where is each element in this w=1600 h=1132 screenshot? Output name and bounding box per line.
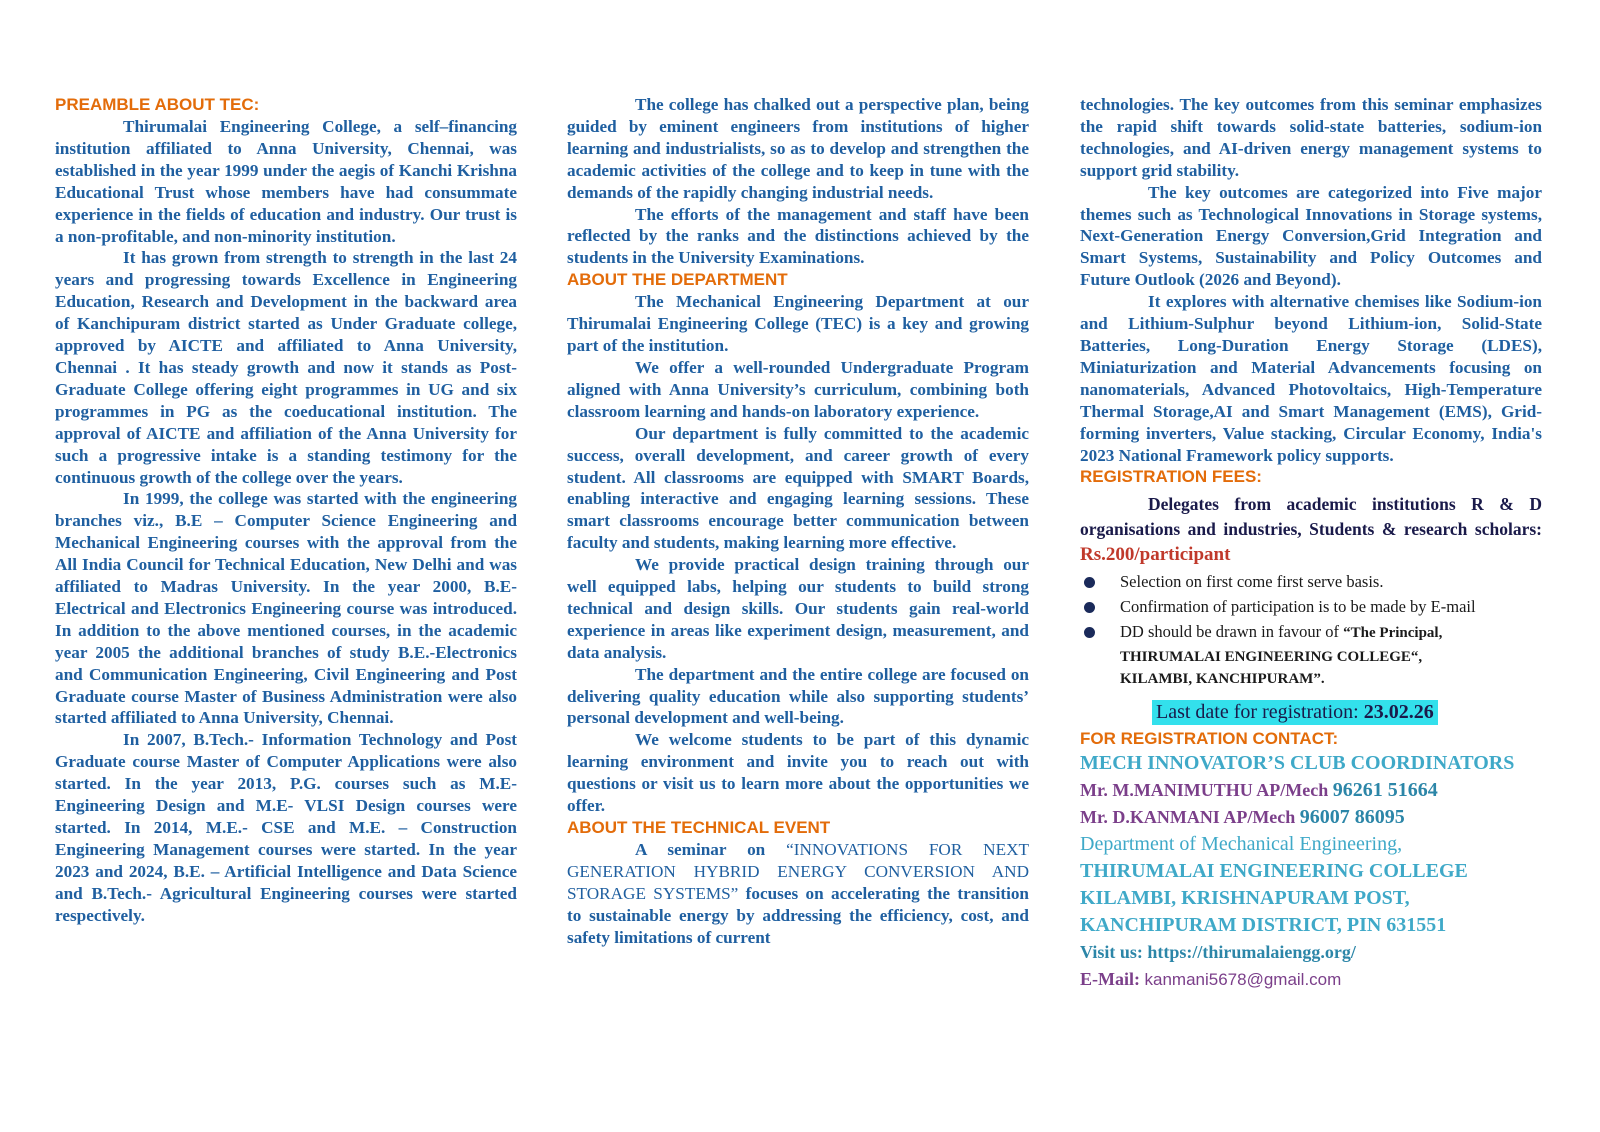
email-link[interactable]: kanmani5678@gmail.com [1144,970,1342,990]
college-efforts-paragraph: The efforts of the management and staff have been reflected by the ranks and the distinctions achieved by the students in the University Examinations. [567,204,1029,268]
list-item: Selection on first come first serve basis. [1080,569,1542,594]
address-line-2: KANCHIPURAM DISTRICT, PIN 631551 [1080,914,1447,937]
bullet-icon [1084,627,1095,638]
fees-heading: REGISTRATION FEES: [1080,467,1262,487]
last-date-banner [1152,700,1438,725]
department-name: Department of Mechanical Engineering, [1080,833,1403,856]
preamble-heading: PREAMBLE ABOUT TEC: [55,95,260,114]
department-heading: ABOUT THE DEPARTMENT [567,270,788,290]
registration-rules-list [1080,569,1542,690]
address-line-1: KILAMBI, KRISHNAPURAM POST, [1080,887,1410,910]
college-plan-paragraph: The college has chalked out a perspective plan, being guided by eminent engineers from institutions of higher learning and industrialists, so as to develop and strengthen the academic activities of the college and to keep in tune with the demands of the rapidly changing industrial needs. [567,95,1029,202]
preamble-paragraph-4: In 2007, B.Tech.- Information Technology and Post Graduate course Master of Computer Applications were also started. In the year 2013, P.G. courses such as M.E-Engineering Design and M.E- VLSI Design courses were started. In 2014, M.E.- CSE and M.E. – Construction Engineering Management courses were started. In the year 2023 and 2024, B.E. – Artificial Intelligence and Data Science and B.Tech.- Agricultural Engineering courses were started respectively. [55,730,517,925]
coordinator-1-phone: 96261 51664 [1332,779,1438,802]
email-line [1080,966,1542,993]
coordinator-1-name: Mr. M.MANIMUTHU AP/Mech [1080,780,1333,801]
department-paragraph-3: Our department is fully committed to the academic success, overall development, and career growth of every student. All classrooms are equipped with SMART Boards, enabling interactive and engaging learning sessions. These smart classrooms encourage better communication between faculty and students, making learning more effective. [567,423,1029,553]
department-paragraph-6: We welcome students to be part of this dynamic learning environment and invite you to reach out with questions or visit us to learn more about the opportunities we offer. [567,730,1029,816]
department-paragraph-2: We offer a well-rounded Undergraduate Program aligned with Anna University’s curriculum, combining both classroom learning and hands-on laboratory experience. [567,357,1029,421]
last-date-label: Last date for registration: [1156,701,1364,724]
event-paragraph [567,839,1029,949]
event-heading: ABOUT THE TECHNICAL EVENT [567,818,831,837]
list-item: DD should be drawn in favour of “The Principal, THIRUMALAI ENGINEERING COLLEGE“, KILAMBI, KANCHIPURAM”. [1080,619,1542,690]
outcomes-paragraph: The key outcomes are categorized into Five major themes such as Technological Innovations in Storage systems, Next-Generation Energy Conversion,Grid Integration and Smart Systems, Sustainability and Policy Outcomes and Future Outlook (2026 and Beyond). [1080,182,1542,290]
coordinator-1 [1080,777,1542,804]
preamble-paragraph-2: It has grown from strength to strength in the last 24 years and progressing towards Excellence in Engineering Education, Research and Development in the backward area of Kanchipuram district started as Under Graduate college, approved by AICTE and affiliated to Anna University, Chennai . It has steady growth and now it stands as Post-Graduate College offering eight programmes in UG and six programmes in PG as the coeducational institution. The approval of AICTE and affiliation of the Anna University for such a progressive intake is a standing testimony for the continuous growth of the college over the years. [55,248,517,487]
list-item: Confirmation of participation is to be made by E-mail [1080,594,1542,619]
email-label: E-Mail: [1080,969,1145,990]
fees-paragraph [1080,492,1542,567]
column-department [567,94,1029,949]
preamble-paragraph-3: In 1999, the college was started with the engineering branches viz., B.E – Computer Science Engineering and Mechanical Engineering courses with the approval from the All India Council for Technical Education, New Delhi and was affiliated to Madras University. In the year 2000, B.E- Electrical and Electronics Engineering course was introduced. In addition to the above mentioned courses, in the academic year 2005 the additional branches of study B.E.-Electronics and Communication Engineering, Civil Engineering and Post Graduate course Master of Business Administration were also started affiliated to Anna University, Chennai. [55,489,517,728]
coordinator-2 [1080,804,1542,831]
event-description: focuses on accelerating the transition to sustainable energy by addressing the efficiency, cost, and safety limitations of current [567,883,1029,947]
explores-paragraph: It explores with alternative chemises like Sodium-ion and Lithium-Sulphur beyond Lithium-ion, Solid-State Batteries, Long-Duration Energy Storage (LDES), Miniaturization and Material Advancements focusing on nanomaterials, Advanced Photovoltaics, High-Temperature Thermal Storage,AI and Smart Management (EMS), Grid-forming inverters, Value stacking, Circular Economy, India's 2023 National Framework policy supports. [1080,292,1542,465]
department-paragraph-5: The department and the entire college are focused on delivering quality education while also supporting students’ personal development and well-being. [567,664,1029,728]
event-intro: A seminar on [635,840,787,859]
last-date-value: 23.02.26 [1363,701,1434,724]
column-preamble [55,94,517,927]
club-name: MECH INNOVATOR’S CLUB COORDINATORS [1080,752,1515,775]
department-paragraph-4: We provide practical design training through our well equipped labs, helping our students to build strong technical and design skills. Our students gain real-world experience in areas like experiment design, measurement, and data analysis. [567,555,1029,662]
coordinator-2-phone: 96007 86095 [1299,806,1405,829]
college-name: THIRUMALAI ENGINEERING COLLEGE [1080,860,1468,883]
event-continuation: technologies. The key outcomes from this seminar emphasizes the rapid shift towards solid-state batteries, sodium-ion technologies, and AI-driven energy management systems to support grid stability. [1080,95,1542,180]
coordinator-2-name: Mr. D.KANMANI AP/Mech [1080,807,1300,828]
website-link[interactable]: Visit us: https://thirumalaiengg.org/ [1080,942,1356,963]
contact-heading: FOR REGISTRATION CONTACT: [1080,729,1339,749]
event-title: “INNOVATIONS FOR NEXT GENERATION HYBRID ENERGY CONVERSION AND STORAGE SYSTEMS” [567,840,1029,903]
department-paragraph-1: The Mechanical Engineering Department at our Thirumalai Engineering College (TEC) is a key and growing part of the institution. [567,292,1029,356]
bullet-icon [1084,602,1095,613]
fees-text: Delegates from academic institutions R & D organisations and industries, Students & research scholars: [1080,494,1542,540]
column-registration [1080,94,1542,993]
preamble-paragraph-1: Thirumalai Engineering College, a self–financing institution affiliated to Anna University, Chennai, was established in the year 1999 under the aegis of Kanchi Krishna Educational Trust whose members have had consummate experience in the fields of education and industry. Our trust is a non-profitable, and non-minority institution. [55,117,517,246]
fees-price: Rs.200/participant [1080,544,1231,566]
bullet-icon [1084,577,1095,588]
